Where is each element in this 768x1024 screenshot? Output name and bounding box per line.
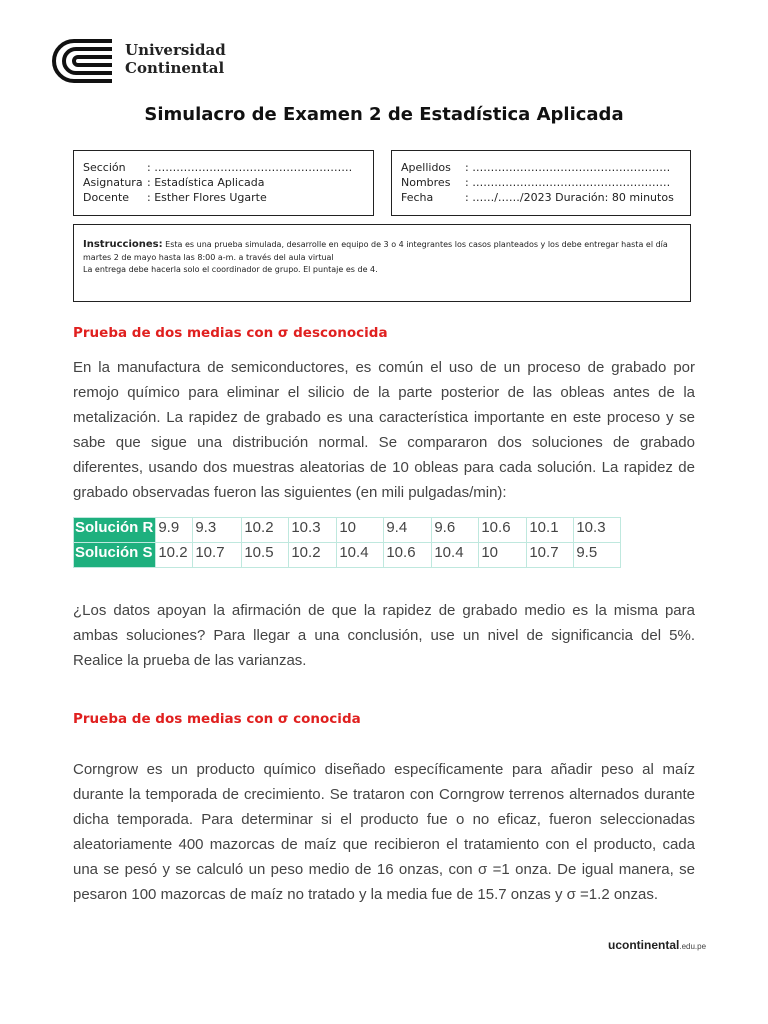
- section-1-question: ¿Los datos apoyan la afirmación de que la rapidez de grabado medio es la misma para ambas soluciones? Para llegar a una conclusión, use un nivel de significancia del 5%. Realice la prueba de las varianzas.: [73, 602, 695, 669]
- table-cell: 9.5: [574, 543, 621, 568]
- table-cell: 10.6: [384, 543, 432, 568]
- table-row: [74, 518, 621, 543]
- instructions-text: Esta es una prueba simulada, desarrolle en equipo de 3 o 4 integrantes los casos planteados y los debe entregar hasta el día: [162, 240, 668, 249]
- table-cell: 10: [479, 543, 527, 568]
- table-cell: 9.9: [156, 518, 193, 543]
- table-cell: 10.3: [289, 518, 337, 543]
- info-value: : ……/……/2023 Duración: 80 minutos: [465, 191, 674, 204]
- footer-domain: .edu.pe: [679, 942, 707, 951]
- table-cell: 10: [337, 518, 384, 543]
- table-cell: 10.2: [289, 543, 337, 568]
- footer-brand-name: ucontinental: [608, 938, 680, 952]
- table-row: [74, 543, 621, 568]
- info-row-subject: [83, 175, 373, 190]
- logo-line-1: Universidad: [125, 41, 226, 59]
- info-label: Fecha: [401, 191, 434, 204]
- info-row-section: [83, 160, 373, 175]
- info-row-date: [401, 190, 690, 205]
- table-cell: 10.7: [527, 543, 574, 568]
- logo-text: [125, 41, 226, 77]
- info-value: : Estadística Aplicada: [147, 176, 265, 189]
- logo-line-2: Continental: [125, 59, 225, 77]
- info-row-names: [401, 175, 690, 190]
- row-header: Solución S: [74, 543, 156, 568]
- table-cell: 10.4: [337, 543, 384, 568]
- table-cell: 10.2: [156, 543, 193, 568]
- info-value: : Esther Flores Ugarte: [147, 191, 267, 204]
- university-logo: [50, 38, 230, 84]
- page-title: Simulacro de Examen 2 de Estadística Aplicada: [144, 104, 624, 125]
- table-cell: 10.2: [242, 518, 289, 543]
- table-cell: 10.4: [432, 543, 479, 568]
- instructions-label: Instrucciones:: [83, 239, 163, 250]
- table-cell: 10.1: [527, 518, 574, 543]
- table-cell: 10.7: [193, 543, 242, 568]
- row-header: Solución R: [74, 518, 156, 543]
- instructions-line-3: La entrega debe hacerla solo el coordinador de grupo. El puntaje es de 4.: [83, 265, 378, 274]
- info-label: Asignatura: [83, 176, 143, 189]
- info-value: : ………………………………………………: [147, 161, 353, 174]
- info-label: Docente: [83, 191, 130, 204]
- instructions-box: [73, 224, 691, 302]
- student-info-box: [391, 150, 691, 216]
- info-value: : ………………………………………………: [465, 161, 671, 174]
- info-label: Apellidos: [401, 161, 451, 174]
- instructions-line-1: [83, 239, 690, 252]
- section-1-heading: Prueba de dos medias con σ desconocida: [73, 325, 388, 341]
- etch-rate-table: [73, 517, 621, 568]
- table-cell: 9.3: [193, 518, 242, 543]
- info-row-surnames: [401, 160, 690, 175]
- info-row-teacher: [83, 190, 373, 205]
- section-1-paragraph: En la manufactura de semiconductores, es común el uso de un proceso de grabado por remojo químico para eliminar el silicio de la parte posterior de las obleas antes de la metalización. La rapidez de grabado es una característica importante en este proceso y se sabe que sigue una distribución normal. Se compararon dos soluciones de grabado diferentes, usando dos muestras aleatorias de 10 obleas para cada solución. La rapidez de grabado observadas fueron las siguientes (en mili pulgadas/min):: [73, 359, 695, 501]
- table-cell: 9.4: [384, 518, 432, 543]
- section-2-paragraph: Corngrow es un producto químico diseñado específicamente para añadir peso al maíz durante la temporada de crecimiento. Se trataron con Corngrow terrenos alternados durante dicha temporada. Para determinar si el producto fue o no eficaz, fueron seleccionadas aleatoriamente 400 mazorcas de maíz que recibieron el tratamiento con el producto, cada una se pesó y se calculó un peso medio de 16 onzas, con σ =1 onza. De igual manera, se pesaron 100 mazorcas de maíz no tratado y la media fue de 15.7 onzas y σ =1.2 onzas.: [73, 761, 695, 903]
- info-value: : ………………………………………………: [465, 176, 671, 189]
- table-cell: 10.6: [479, 518, 527, 543]
- section-2-heading: Prueba de dos medias con σ conocida: [73, 711, 361, 727]
- table-cell: 9.6: [432, 518, 479, 543]
- instructions-line-2: martes 2 de mayo hasta las 8:00 a-m. a través del aula virtual: [83, 252, 334, 262]
- table-cell: 10.3: [574, 518, 621, 543]
- table-cell: 10.5: [242, 543, 289, 568]
- info-label: Sección: [83, 161, 126, 174]
- course-info-box: [73, 150, 374, 216]
- footer-brand: [608, 938, 706, 952]
- continental-c-logo-icon: [50, 38, 114, 84]
- info-label: Nombres: [401, 176, 451, 189]
